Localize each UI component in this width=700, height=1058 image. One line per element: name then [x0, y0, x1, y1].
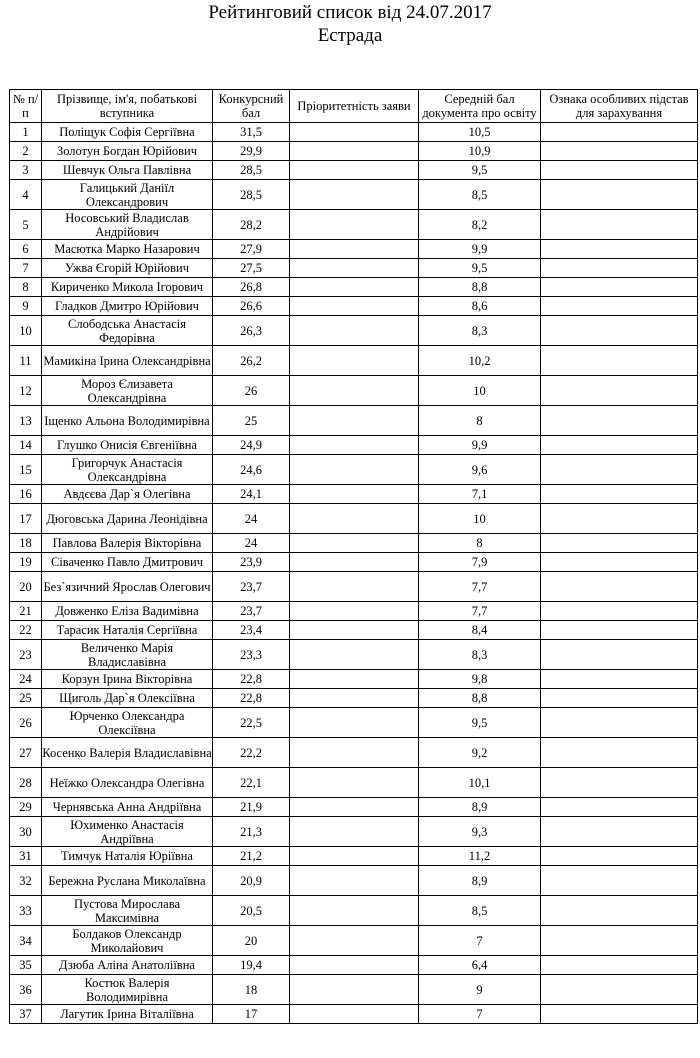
cell-avg: 7,7	[419, 602, 541, 621]
cell-avg: 7,1	[419, 485, 541, 504]
cell-basis	[541, 847, 698, 866]
cell-num: 20	[10, 572, 42, 602]
header-basis: Ознака особливих підстав для зарахування	[541, 90, 698, 123]
cell-basis	[541, 123, 698, 142]
table-body	[10, 123, 698, 1024]
table-row	[10, 142, 698, 161]
cell-score: 22,5	[213, 708, 290, 738]
cell-basis	[541, 817, 698, 847]
cell-avg: 9,3	[419, 817, 541, 847]
table-row	[10, 123, 698, 142]
cell-name: Юхименко Анастасія Андріївна	[42, 817, 213, 847]
cell-num: 36	[10, 975, 42, 1005]
cell-name: Мороз Єлизавета Олександрівна	[42, 376, 213, 406]
cell-avg: 8,8	[419, 278, 541, 297]
header-score: Конкурсний бал	[213, 90, 290, 123]
cell-num: 17	[10, 504, 42, 534]
cell-name: Без`язичний Ярослав Олегович	[42, 572, 213, 602]
page-subtitle: Естрада	[317, 25, 383, 46]
cell-score: 21,3	[213, 817, 290, 847]
cell-avg: 9,5	[419, 708, 541, 738]
cell-basis	[541, 259, 698, 278]
cell-priority	[290, 504, 419, 534]
cell-score: 27,9	[213, 240, 290, 259]
table-row	[10, 975, 698, 1005]
cell-priority	[290, 689, 419, 708]
cell-avg: 8,3	[419, 316, 541, 346]
cell-name: Тарасик Наталія Сергіївна	[42, 621, 213, 640]
cell-priority	[290, 180, 419, 210]
cell-score: 23,7	[213, 602, 290, 621]
cell-name: Авдєєва Дар`я Олегівна	[42, 485, 213, 504]
cell-basis	[541, 297, 698, 316]
cell-basis	[541, 161, 698, 180]
cell-priority	[290, 798, 419, 817]
cell-name: Дзюба Аліна Анатоліївна	[42, 956, 213, 975]
cell-num: 24	[10, 670, 42, 689]
cell-num: 14	[10, 436, 42, 455]
cell-name: Носовський Владислав Андрійович	[42, 210, 213, 240]
cell-basis	[541, 738, 698, 768]
cell-priority	[290, 866, 419, 896]
table-row	[10, 210, 698, 240]
cell-num: 18	[10, 534, 42, 553]
cell-score: 22,2	[213, 738, 290, 768]
cell-num: 1	[10, 123, 42, 142]
cell-avg: 7	[419, 926, 541, 956]
cell-priority	[290, 926, 419, 956]
header-name: Прізвище, ім'я, побатькові вступника	[42, 90, 213, 123]
cell-score: 20	[213, 926, 290, 956]
cell-avg: 9,5	[419, 161, 541, 180]
cell-num: 35	[10, 956, 42, 975]
cell-basis	[541, 455, 698, 485]
cell-score: 28,2	[213, 210, 290, 240]
cell-score: 21,2	[213, 847, 290, 866]
cell-name: Ужва Єгорій Юрійович	[42, 259, 213, 278]
table-row	[10, 798, 698, 817]
cell-num: 7	[10, 259, 42, 278]
cell-basis	[541, 240, 698, 259]
cell-basis	[541, 376, 698, 406]
cell-avg: 8	[419, 534, 541, 553]
cell-score: 24,6	[213, 455, 290, 485]
cell-score: 24	[213, 534, 290, 553]
cell-avg: 8,5	[419, 180, 541, 210]
cell-avg: 8,4	[419, 621, 541, 640]
cell-score: 22,8	[213, 670, 290, 689]
table-row	[10, 316, 698, 346]
cell-avg: 8,3	[419, 640, 541, 670]
cell-num: 5	[10, 210, 42, 240]
cell-basis	[541, 504, 698, 534]
cell-score: 28,5	[213, 161, 290, 180]
table-row	[10, 708, 698, 738]
cell-priority	[290, 768, 419, 798]
cell-basis	[541, 210, 698, 240]
header-avg: Середній бал документа про освіту	[419, 90, 541, 123]
table-row	[10, 1005, 698, 1024]
cell-basis	[541, 180, 698, 210]
cell-num: 2	[10, 142, 42, 161]
cell-basis	[541, 602, 698, 621]
cell-score: 20,9	[213, 866, 290, 896]
cell-priority	[290, 123, 419, 142]
cell-score: 26,6	[213, 297, 290, 316]
cell-num: 21	[10, 602, 42, 621]
cell-priority	[290, 553, 419, 572]
cell-name: Лагутик Ірина Віталіївна	[42, 1005, 213, 1024]
cell-priority	[290, 956, 419, 975]
table-row	[10, 485, 698, 504]
cell-num: 22	[10, 621, 42, 640]
cell-name: Глушко Онисія Євгеніївна	[42, 436, 213, 455]
cell-score: 26,8	[213, 278, 290, 297]
table-row	[10, 180, 698, 210]
cell-priority	[290, 738, 419, 768]
header-num: № п/п	[10, 90, 42, 123]
cell-name: Неїжко Олександра Олегівна	[42, 768, 213, 798]
cell-name: Щиголь Дар`я Олексіївна	[42, 689, 213, 708]
cell-basis	[541, 142, 698, 161]
table-row	[10, 504, 698, 534]
table-row	[10, 817, 698, 847]
cell-num: 26	[10, 708, 42, 738]
cell-name: Золотун Богдан Юрійович	[42, 142, 213, 161]
table-row	[10, 738, 698, 768]
cell-basis	[541, 346, 698, 376]
cell-priority	[290, 278, 419, 297]
cell-priority	[290, 817, 419, 847]
cell-basis	[541, 553, 698, 572]
cell-priority	[290, 455, 419, 485]
cell-name: Слободська Анастасія Федорівна	[42, 316, 213, 346]
cell-avg: 8	[419, 406, 541, 436]
cell-priority	[290, 572, 419, 602]
cell-num: 29	[10, 798, 42, 817]
cell-avg: 8,9	[419, 798, 541, 817]
table-row	[10, 896, 698, 926]
cell-score: 23,7	[213, 572, 290, 602]
cell-avg: 10	[419, 504, 541, 534]
cell-avg: 8,2	[419, 210, 541, 240]
cell-priority	[290, 1005, 419, 1024]
cell-score: 24	[213, 504, 290, 534]
cell-avg: 6,4	[419, 956, 541, 975]
table-row	[10, 278, 698, 297]
cell-priority	[290, 485, 419, 504]
table-row	[10, 161, 698, 180]
cell-basis	[541, 670, 698, 689]
cell-num: 31	[10, 847, 42, 866]
cell-score: 20,5	[213, 896, 290, 926]
cell-num: 9	[10, 297, 42, 316]
table-row	[10, 847, 698, 866]
cell-num: 37	[10, 1005, 42, 1024]
cell-priority	[290, 406, 419, 436]
cell-priority	[290, 847, 419, 866]
cell-num: 15	[10, 455, 42, 485]
cell-basis	[541, 975, 698, 1005]
table-row	[10, 602, 698, 621]
cell-name: Гладков Дмитро Юрійович	[42, 297, 213, 316]
cell-score: 21,9	[213, 798, 290, 817]
cell-name: Корзун Ірина Вікторівна	[42, 670, 213, 689]
cell-name: Пустова Мирослава Максимівна	[42, 896, 213, 926]
cell-basis	[541, 406, 698, 436]
cell-score: 26,3	[213, 316, 290, 346]
cell-avg: 9,8	[419, 670, 541, 689]
table-row	[10, 436, 698, 455]
table-row	[10, 553, 698, 572]
cell-num: 28	[10, 768, 42, 798]
cell-score: 22,8	[213, 689, 290, 708]
cell-num: 30	[10, 817, 42, 847]
cell-num: 27	[10, 738, 42, 768]
cell-score: 29,9	[213, 142, 290, 161]
table-row	[10, 866, 698, 896]
page-title: Рейтинговий список від 24.07.2017	[208, 2, 492, 23]
table-row	[10, 768, 698, 798]
cell-priority	[290, 210, 419, 240]
cell-priority	[290, 896, 419, 926]
cell-priority	[290, 708, 419, 738]
cell-priority	[290, 621, 419, 640]
cell-avg: 8,5	[419, 896, 541, 926]
cell-avg: 10,9	[419, 142, 541, 161]
cell-name: Григорчук Анастасія Олександрівна	[42, 455, 213, 485]
cell-name: Масютка Марко Назарович	[42, 240, 213, 259]
cell-priority	[290, 670, 419, 689]
cell-basis	[541, 534, 698, 553]
table-row	[10, 406, 698, 436]
cell-num: 4	[10, 180, 42, 210]
cell-num: 11	[10, 346, 42, 376]
cell-priority	[290, 376, 419, 406]
cell-avg: 8,6	[419, 297, 541, 316]
cell-avg: 9,9	[419, 436, 541, 455]
cell-name: Галицький Даніїл Олександрович	[42, 180, 213, 210]
cell-avg: 8,9	[419, 866, 541, 896]
cell-score: 27,5	[213, 259, 290, 278]
cell-name: Болдаков Олександр Миколайович	[42, 926, 213, 956]
cell-basis	[541, 485, 698, 504]
table-row	[10, 346, 698, 376]
cell-basis	[541, 768, 698, 798]
cell-score: 31,5	[213, 123, 290, 142]
table-row	[10, 572, 698, 602]
table-row	[10, 259, 698, 278]
cell-priority	[290, 534, 419, 553]
cell-name: Довженко Еліза Вадимівна	[42, 602, 213, 621]
table-row	[10, 670, 698, 689]
cell-name: Дюговська Дарина Леонідівна	[42, 504, 213, 534]
cell-basis	[541, 572, 698, 602]
cell-priority	[290, 436, 419, 455]
cell-num: 23	[10, 640, 42, 670]
cell-score: 23,9	[213, 553, 290, 572]
cell-name: Косенко Валерія Владиславівна	[42, 738, 213, 768]
table-row	[10, 240, 698, 259]
cell-avg: 10,5	[419, 123, 541, 142]
cell-avg: 10	[419, 376, 541, 406]
cell-num: 25	[10, 689, 42, 708]
cell-avg: 7	[419, 1005, 541, 1024]
cell-avg: 11,2	[419, 847, 541, 866]
cell-avg: 9,6	[419, 455, 541, 485]
cell-priority	[290, 316, 419, 346]
cell-priority	[290, 142, 419, 161]
table-row	[10, 534, 698, 553]
cell-basis	[541, 316, 698, 346]
cell-priority	[290, 640, 419, 670]
cell-basis	[541, 640, 698, 670]
cell-basis	[541, 896, 698, 926]
cell-avg: 10,1	[419, 768, 541, 798]
cell-name: Поліщук Софія Сергіївна	[42, 123, 213, 142]
cell-priority	[290, 975, 419, 1005]
cell-avg: 8,8	[419, 689, 541, 708]
cell-basis	[541, 708, 698, 738]
cell-name: Костюк Валерія Володимирівна	[42, 975, 213, 1005]
cell-name: Мамикіна Ірина Олександрівна	[42, 346, 213, 376]
cell-name: Величенко Марія Владиславівна	[42, 640, 213, 670]
cell-name: Шевчук Ольга Павлівна	[42, 161, 213, 180]
cell-name: Чернявська Анна Андріївна	[42, 798, 213, 817]
cell-num: 8	[10, 278, 42, 297]
cell-name: Іщенко Альона Володимирівна	[42, 406, 213, 436]
cell-basis	[541, 689, 698, 708]
cell-num: 33	[10, 896, 42, 926]
cell-num: 13	[10, 406, 42, 436]
cell-basis	[541, 436, 698, 455]
cell-score: 18	[213, 975, 290, 1005]
cell-avg: 7,7	[419, 572, 541, 602]
table-row	[10, 956, 698, 975]
cell-priority	[290, 346, 419, 376]
cell-basis	[541, 278, 698, 297]
cell-name: Бережна Руслана Миколаївна	[42, 866, 213, 896]
cell-name: Тимчук Наталія Юріївна	[42, 847, 213, 866]
cell-basis	[541, 866, 698, 896]
table-row	[10, 926, 698, 956]
cell-num: 19	[10, 553, 42, 572]
cell-priority	[290, 259, 419, 278]
cell-avg: 10,2	[419, 346, 541, 376]
rating-table	[9, 89, 698, 1024]
cell-score: 25	[213, 406, 290, 436]
cell-score: 23,3	[213, 640, 290, 670]
cell-avg: 9,9	[419, 240, 541, 259]
cell-basis	[541, 956, 698, 975]
cell-avg: 9,5	[419, 259, 541, 278]
cell-avg: 9	[419, 975, 541, 1005]
cell-score: 26	[213, 376, 290, 406]
cell-priority	[290, 161, 419, 180]
cell-num: 6	[10, 240, 42, 259]
table-row	[10, 640, 698, 670]
header-priority: Пріоритетність заяви	[290, 90, 419, 123]
cell-num: 32	[10, 866, 42, 896]
cell-name: Павлова Валерія Вікторівна	[42, 534, 213, 553]
cell-avg: 9,2	[419, 738, 541, 768]
cell-basis	[541, 1005, 698, 1024]
cell-score: 19,4	[213, 956, 290, 975]
cell-name: Кириченко Микола Ігорович	[42, 278, 213, 297]
cell-num: 12	[10, 376, 42, 406]
cell-score: 28,5	[213, 180, 290, 210]
cell-score: 23,4	[213, 621, 290, 640]
cell-score: 24,1	[213, 485, 290, 504]
table-row	[10, 455, 698, 485]
cell-name: Сіваченко Павло Дмитрович	[42, 553, 213, 572]
cell-score: 24,9	[213, 436, 290, 455]
cell-priority	[290, 240, 419, 259]
cell-name: Юрченко Олександра Олексіївна	[42, 708, 213, 738]
cell-num: 3	[10, 161, 42, 180]
cell-num: 16	[10, 485, 42, 504]
table-row	[10, 297, 698, 316]
table-row	[10, 689, 698, 708]
cell-num: 10	[10, 316, 42, 346]
cell-basis	[541, 798, 698, 817]
table-row	[10, 376, 698, 406]
cell-basis	[541, 926, 698, 956]
table-row	[10, 621, 698, 640]
cell-priority	[290, 297, 419, 316]
cell-avg: 7,9	[419, 553, 541, 572]
table-header-row	[10, 90, 698, 123]
cell-priority	[290, 602, 419, 621]
cell-score: 22,1	[213, 768, 290, 798]
cell-score: 26,2	[213, 346, 290, 376]
cell-basis	[541, 621, 698, 640]
cell-num: 34	[10, 926, 42, 956]
cell-score: 17	[213, 1005, 290, 1024]
